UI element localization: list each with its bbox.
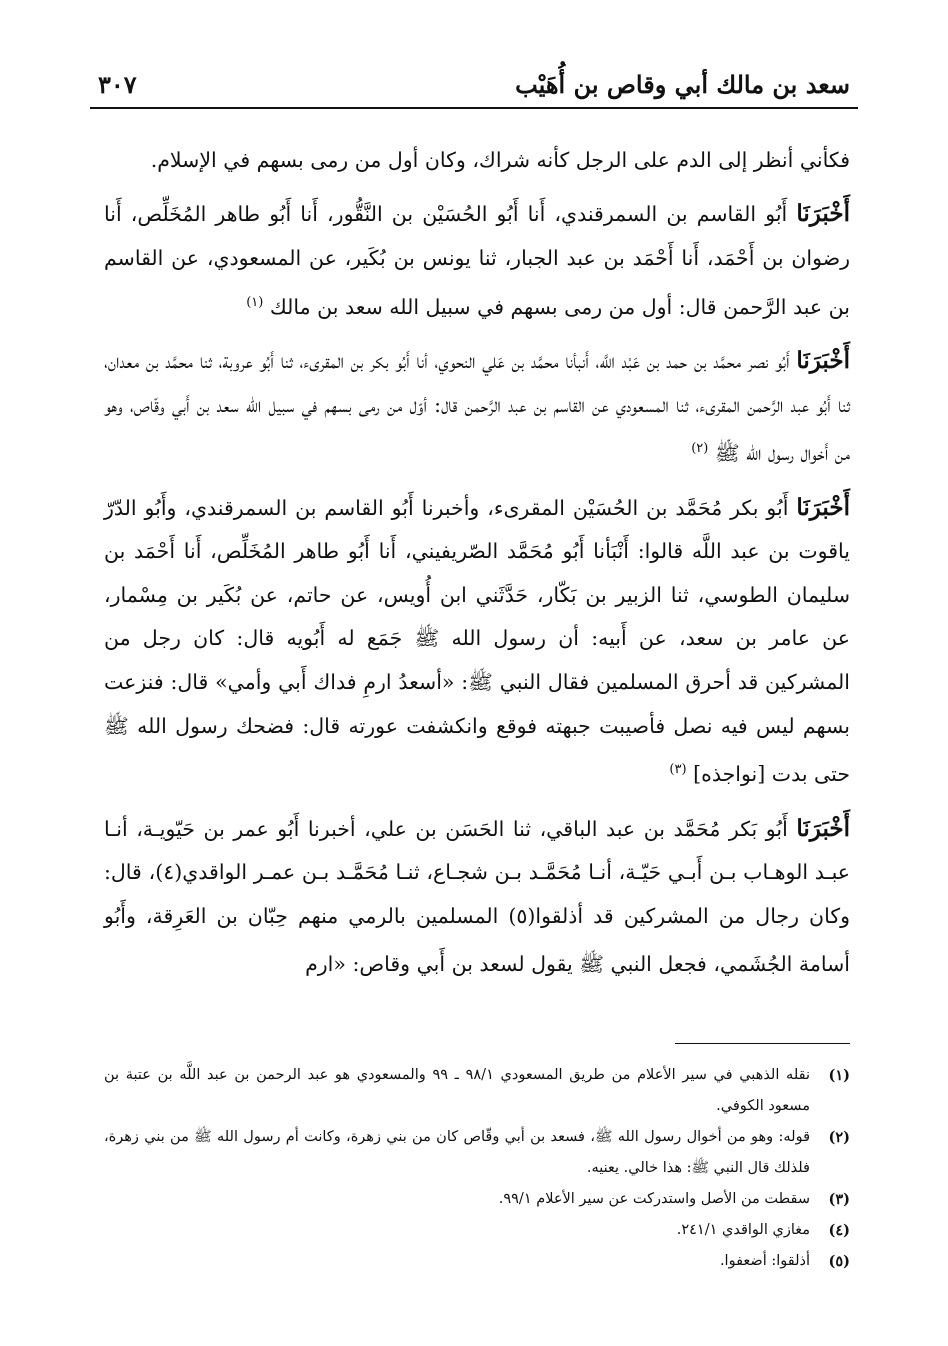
footnote-number: (١) [828, 1067, 850, 1084]
paragraph-text: أَبُو نصر محمَّد بن حمد بن عَبْد اللَّه، أَنبأنا محمَّد بن عَلي النحوي، أنا أَبُو بكر بن المقرىء، ثنا أَبُو عروبة، ثنا محمَّد بن معدان، ثنا أَبُو عبد الرَّحمن المقرىء، ثنا المسعودي عن القاسم بن عبد الرَّحمن قال: أوّل من رمى بسهم في سبيل الله سعد بن أَبي وقّاص، وهو من أَخوال رسول الله ﷺ [104, 349, 850, 466]
paragraph [104, 807, 850, 987]
footnote [104, 1215, 850, 1246]
footnote-number: (٢) [828, 1129, 850, 1146]
footnote-text: نقله الذهبي في سير الأعلام من طريق المسعودي ٩٨/١ ـ ٩٩ والمسعودي هو عبد الرحمن بن عبد اللَّه بن عتبة بن مسعود الكوفي. [104, 1067, 810, 1114]
note-reference: (٣) [669, 762, 687, 778]
page-number: ٣٠٧ [98, 69, 137, 99]
paragraph [104, 134, 850, 182]
paragraph-text: أَبُو بَكر مُحَمَّد بن عبد الباقي، ثنا الحَسَن بن علي، أخبرنا أَبُو عمر بن حَيّويـة، أنـا عبـد الوهـاب بـن أَبـي حَيّـة، أنـا مُحَمَّـد بـن شجـاع، ثنـا مُحَمَّـد بـن عمـر الواقدي(٤)، قال: وكان رجال من المشركين قد أذلقوا(٥) المسلمين بالرمي منهم حِبّان بن العَرِقة، وأَبُو أسامة الجُشَمي، فجعل النبي ﷺ يقول لسعد بن أَبي وقاص: «ارم [104, 816, 850, 977]
paragraph-text: فكأني أنظر إلى الدم على الرجل كأنه شراك، وكان أول من رمى بسهم في الإسلام. [150, 147, 850, 172]
header-rule [90, 107, 858, 109]
paragraph [104, 192, 850, 329]
footnote-rule [675, 1043, 850, 1044]
footnote-number: (٥) [828, 1253, 850, 1270]
paragraph [104, 486, 850, 797]
footnote-number: (٤) [828, 1222, 850, 1239]
footnote [104, 1060, 850, 1122]
paragraph-lead: أَخْبَرَنَا [796, 347, 850, 375]
footnote-text: سقطت من الأصل واستدركت عن سير الأعلام ٩٩/١. [498, 1191, 810, 1207]
footnote-number: (٣) [828, 1191, 850, 1208]
paragraph-lead: أَخْبَرَنَا [796, 200, 850, 228]
footnote-text: أذلقوا: أضعفوا. [719, 1253, 810, 1269]
paragraph [104, 339, 850, 476]
paragraph-lead: أَخْبَرَنَا [796, 493, 850, 521]
footnote-text: مغازي الواقدي ٢٤١/١. [676, 1222, 810, 1238]
paragraph-text: أَبُو القاسم بن السمرقندي، أَنا أَبُو الحُسَيْن بن النَّقُّور، أَنا أَبُو طاهر المُخَلِّص، أَنا رضوان بن أَحْمَد، أَنا أَحْمَد بن عبد الجبار، ثنا يونس بن بُكَير، عن المسعودي، عن القاسم بن عبد الرَّحمن قال: أول من رمى بسهم في سبيل الله سعد بن مالك [104, 202, 850, 319]
paragraph-text: أَبُو بكر مُحَمَّد بن الحُسَيْن المقرىء، وأخبرنا أَبُو القاسم بن السمرقندي، وأَبُو الدّرّ ياقوت بن عبد اللَّه قالوا: أَنْبَأنا أَبُو مُحَمَّد الصّريفيني، أَنا أَبُو طاهر المُخَلِّص، أَنا أَحْمَد بن سليمان الطوسي، ثنا الزبير بن بَكّار، حَدَّثَني ابن أُويس، عن حاتم، عن بُكَير بن مِسْمار، عن عامر بن سعد، عن أَبيه: أن رسول الله ﷺ جَمَع له أَبُويه قال: كان رجل من المشركين قد أحرق المسلمين فقال النبي ﷺ: «أسعدُ ارمِ فداك أَبي وأمي» قال: فنزعت بسهم ليس فيه نصل فأصيبت جبهته فوقع وانكشفت عورته قال: فضحك رسول الله ﷺ حتى بدت [نواجذه] [104, 495, 850, 787]
note-reference: (٢) [691, 441, 709, 457]
footnote [104, 1122, 850, 1184]
running-header [98, 66, 850, 102]
footnotes [104, 1060, 850, 1277]
footnote [104, 1184, 850, 1215]
footnote [104, 1246, 850, 1277]
paragraph-lead: أَخْبَرَنَا [796, 814, 850, 842]
running-title: سعد بن مالك أبي وقاص بن أُهَيْب [515, 69, 850, 99]
footnote-text: قوله: وهو من أخوال رسول الله ﷺ، فسعد بن أبي وقّاص كان من بني زهرة، وكانت أم رسول الله ﷺ من بني زهرة، فلذلك قال النبي ﷺ: هذا خالي. يعنيه. [104, 1129, 810, 1176]
note-reference: (١) [246, 294, 264, 310]
main-text [104, 134, 850, 997]
